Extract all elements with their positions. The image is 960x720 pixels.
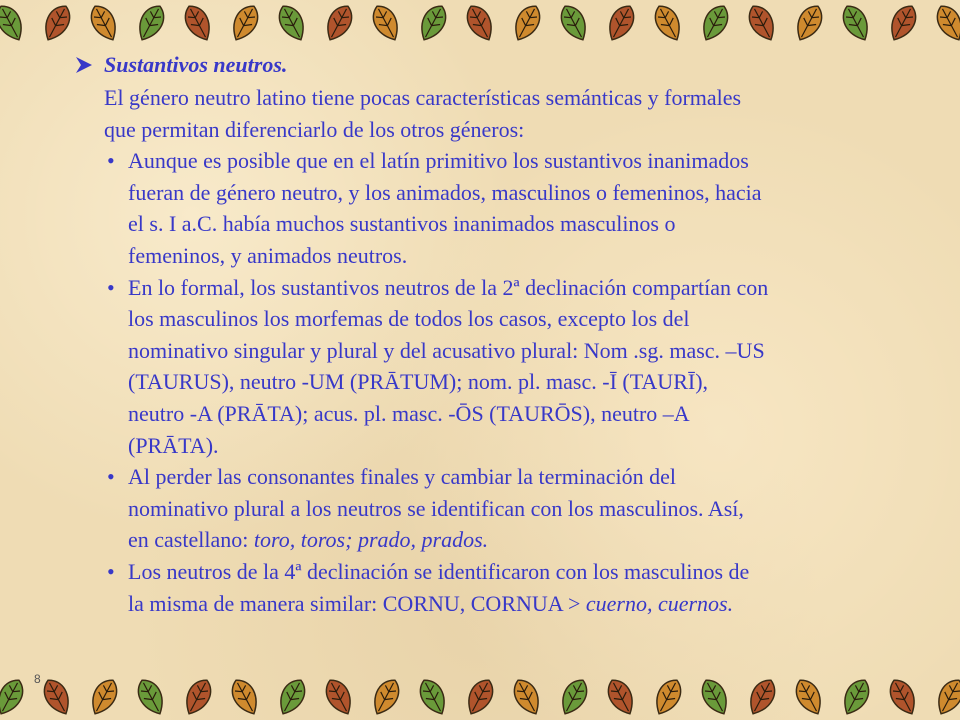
leaf-icon: [39, 675, 75, 718]
section-heading-text: Sustantivos neutros.: [104, 52, 288, 77]
leaf-icon: [86, 1, 122, 44]
leaf-icon: [932, 1, 960, 44]
leaf-icon: [86, 675, 122, 718]
slide-number: 8: [34, 672, 41, 686]
leaf-icon: [321, 1, 357, 44]
bullet-list: [104, 145, 914, 619]
leaf-icon: [274, 1, 310, 44]
bullet-line: fueran de género neutro, y los animados, masculinos o femeninos, hacia: [128, 179, 762, 205]
leaf-icon: [133, 1, 169, 44]
bullet-line: Al perder las consonantes finales y cambiar la terminación del: [128, 464, 676, 490]
bullet-line: Aunque es posible que en el latín primitivo los sustantivos inanimados: [128, 148, 749, 174]
section-heading: [74, 50, 914, 82]
leaf-icon: [556, 675, 592, 718]
leaf-icon: [838, 675, 874, 718]
leaf-icon: [885, 1, 921, 44]
leaf-icon: [697, 1, 733, 44]
leaf-icon: [0, 1, 28, 44]
leaf-icon: [462, 675, 498, 718]
bullet-line-prefix: la misma de manera similar: CORNU, CORNUA >: [128, 590, 586, 616]
bullet-line: los masculinos los morfemas de todos los casos, excepto los del: [128, 306, 690, 332]
bullet-item: [104, 461, 914, 556]
leaf-icon: [180, 675, 216, 718]
bullet-line: (TAURUS), neutro -UM (PRĀTUM); nom. pl. masc. -Ī (TAURĪ),: [128, 369, 709, 395]
bullet-item: [104, 556, 914, 619]
leaf-icon: [321, 675, 357, 718]
top-leaf-border: [0, 0, 960, 46]
bullet-item: [104, 272, 914, 462]
leaf-icon: [744, 1, 780, 44]
leaf-icon: [415, 675, 451, 718]
bullet-line-prefix: en castellano:: [128, 527, 254, 553]
bullet-dot-icon: •: [107, 464, 115, 490]
bullet-line: neutro -A (PRĀTA); acus. pl. masc. -ŌS (TAURŌS), neutro –A: [128, 400, 690, 426]
slide-content: [74, 50, 914, 619]
leaf-icon: [227, 1, 263, 44]
bullet-line-italic: cuerno, cuernos.: [585, 590, 734, 616]
leaf-icon: [744, 675, 780, 718]
leaf-icon: [0, 675, 28, 718]
leaf-icon: [650, 1, 686, 44]
bottom-leaf-border: [0, 674, 960, 720]
bullet-line: nominativo singular y plural y del acusativo plural: Nom .sg. masc. –US: [128, 337, 765, 363]
bullet-line: (PRĀTA).: [128, 432, 219, 458]
leaf-icon: [838, 1, 874, 44]
bullet-line: En lo formal, los sustantivos neutros de la 2ª declinación compartían con: [128, 274, 769, 300]
bullet-dot-icon: •: [107, 274, 115, 300]
leaf-icon: [415, 1, 451, 44]
leaf-icon: [180, 1, 216, 44]
intro-line: El género neutro latino tiene pocas características semánticas y formales: [104, 85, 742, 110]
intro-line: que permitan diferenciarlo de los otros géneros:: [104, 116, 525, 142]
bullet-line: nominativo plural a los neutros se identifican con los masculinos. Así,: [128, 495, 744, 521]
bullet-line: [128, 588, 914, 620]
leaf-icon: [697, 675, 733, 718]
leaf-icon: [932, 675, 960, 718]
leaf-icon: [509, 1, 545, 44]
leaf-icon: [603, 675, 639, 718]
leaf-icon: [885, 675, 921, 718]
leaf-icon: [133, 675, 169, 718]
bullet-line: el s. I a.C. había muchos sustantivos inanimados masculinos o: [128, 211, 676, 237]
leaf-icon: [509, 675, 545, 718]
leaf-icon: [791, 1, 827, 44]
leaf-icon: [556, 1, 592, 44]
bullet-dot-icon: •: [107, 148, 115, 174]
leaf-icon: [274, 675, 310, 718]
bullet-line: femeninos, y animados neutros.: [128, 242, 408, 268]
bullet-item: [104, 145, 914, 271]
leaf-icon: [603, 1, 639, 44]
leaf-icon: [227, 675, 263, 718]
arrowhead-bullet-icon: [74, 55, 94, 80]
bullet-dot-icon: •: [107, 558, 115, 584]
bullet-line: Los neutros de la 4ª declinación se identificaron con los masculinos de: [128, 558, 750, 584]
bullet-line-italic: toro, toros; prado, prados.: [253, 527, 489, 553]
leaf-icon: [39, 1, 75, 44]
leaf-icon: [650, 675, 686, 718]
leaf-icon: [791, 675, 827, 718]
leaf-icon: [368, 1, 404, 44]
leaf-icon: [368, 675, 404, 718]
intro-paragraph: [104, 82, 914, 145]
leaf-icon: [462, 1, 498, 44]
bullet-line: [128, 524, 914, 556]
